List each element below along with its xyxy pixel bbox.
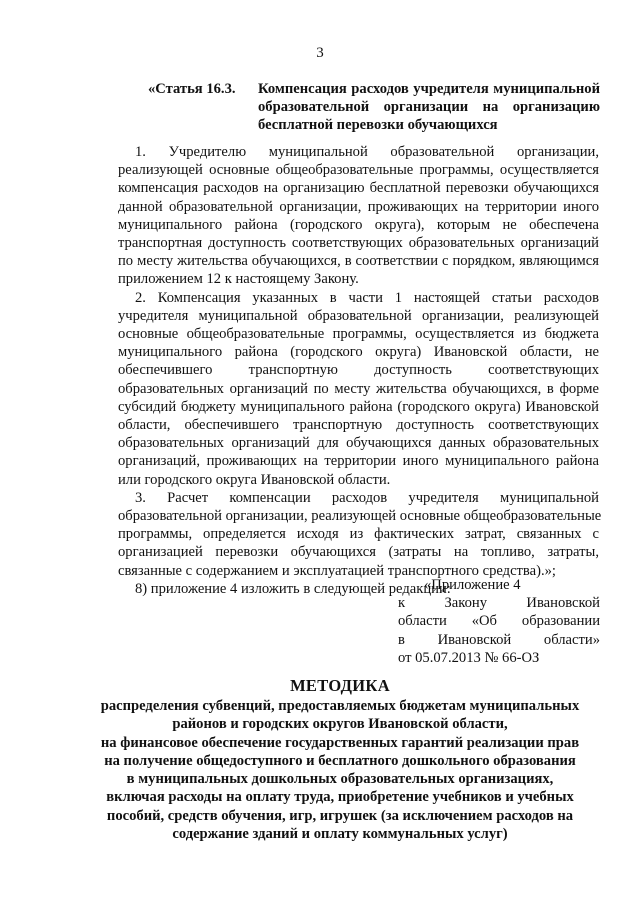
- method-subtitle-line: в муниципальных дошкольных образовательных организациях,: [126, 771, 554, 788]
- method-subtitle-line: на финансовое обеспечение государственных гарантий реализации прав: [100, 734, 580, 751]
- text-line: муниципального района (городского округа), которым не обеспечена: [118, 216, 599, 233]
- text-line: 8) приложение 4 изложить в следующей редакции:: [135, 580, 451, 597]
- text-line: приложением 12 к настоящему Закону.: [118, 271, 359, 288]
- article-label: «Статья 16.3.: [148, 81, 236, 97]
- text-line: по месту жительства обучающихся, в соответствии с порядком, являющимся: [118, 253, 599, 270]
- text-line: 1. Учредителю муниципальной образовательной организации,: [135, 144, 599, 160]
- text-line: образовательных организаций по месту жительства обучающихся, в форме: [118, 380, 599, 397]
- paragraph-1: [118, 143, 599, 289]
- text-line: образовательной организации, реализующей основные общеобразовательные: [118, 508, 602, 525]
- text-line: основные общеобразовательные программы, осуществляется из бюджета: [118, 326, 599, 343]
- method-subtitle-line: содержание зданий и оплату коммунальных услуг): [172, 826, 508, 843]
- method-subtitle-line: на получение общедоступного и бесплатного дошкольного образования: [104, 752, 576, 769]
- appendix-reference: [398, 576, 600, 667]
- article-title-line: бесплатной перевозки обучающихся: [258, 117, 498, 133]
- text-line: данной образовательной организации, проживающих на территории иного: [118, 198, 599, 215]
- text-line: компенсация расходов на организацию бесплатной перевозки обучающихся: [118, 180, 599, 197]
- text-line: связанные с содержанием и эксплуатацией транспортного средства).»;: [118, 562, 556, 579]
- article-title-line: Компенсация расходов учредителя муниципальной: [258, 81, 600, 97]
- text-line: муниципального района (городского округа) Ивановской области, не: [118, 344, 599, 361]
- article-body: [118, 143, 602, 598]
- method-title: МЕТОДИКА: [290, 676, 390, 695]
- method-subtitle-line: включая расходы на оплату труда, приобретение учебников и учебных: [106, 789, 574, 806]
- article-title-line: образовательной организации на организацию: [258, 99, 600, 115]
- text-line: учредителя муниципальной образовательной организации, реализующей: [118, 307, 599, 324]
- text-line: области, обеспечившего транспортную доступность соответствующих: [118, 417, 599, 434]
- method-subtitle-line: районов и городских округов Ивановской области,: [172, 716, 508, 733]
- appendix-line: «Приложение 4: [424, 577, 521, 593]
- method-subtitle-line: пособий, средств обучения, игр, игрушек (за исключением расходов на: [106, 807, 574, 824]
- article-title: [258, 80, 600, 134]
- text-line: программы, определяется исходя из фактических затрат, связанных с: [118, 526, 599, 543]
- appendix-line: к Закону Ивановской: [398, 595, 600, 612]
- text-line: реализующей основные общеобразовательные программы, осуществляется: [118, 162, 599, 179]
- text-line: 3. Расчет компенсации расходов учредителя муниципальной: [135, 489, 599, 506]
- text-line: организаций, проживающих на территории иного муниципального района: [118, 453, 599, 470]
- text-line: организацией перевозки обучающихся (затраты на топливо, затраты,: [118, 544, 599, 561]
- text-line: субсидий бюджету муниципального района (городского округа) Ивановской: [118, 398, 599, 415]
- text-line: обеспечившего транспортную доступность соответствующих: [118, 362, 599, 379]
- text-line: образовательных организаций для обучающихся данных образовательных: [118, 435, 599, 452]
- method-subtitle: [80, 697, 600, 843]
- appendix-line: в Ивановской области»: [398, 631, 600, 648]
- text-line: транспортная доступность соответствующих образовательных организаций: [118, 235, 599, 252]
- method-heading: [80, 676, 600, 843]
- text-line: 2. Компенсация указанных в части 1 настоящей статьи расходов: [135, 289, 599, 306]
- text-line: или городского округа Ивановской области.: [118, 471, 391, 488]
- appendix-line: от 05.07.2013 № 66-ОЗ: [398, 649, 540, 666]
- paragraph-2: [118, 289, 599, 489]
- method-subtitle-line: распределения субвенций, предоставляемых бюджетам муниципальных: [100, 698, 580, 714]
- appendix-line: области «Об образовании: [398, 613, 600, 630]
- page-number: 3: [316, 45, 324, 61]
- paragraph-3: [118, 489, 602, 580]
